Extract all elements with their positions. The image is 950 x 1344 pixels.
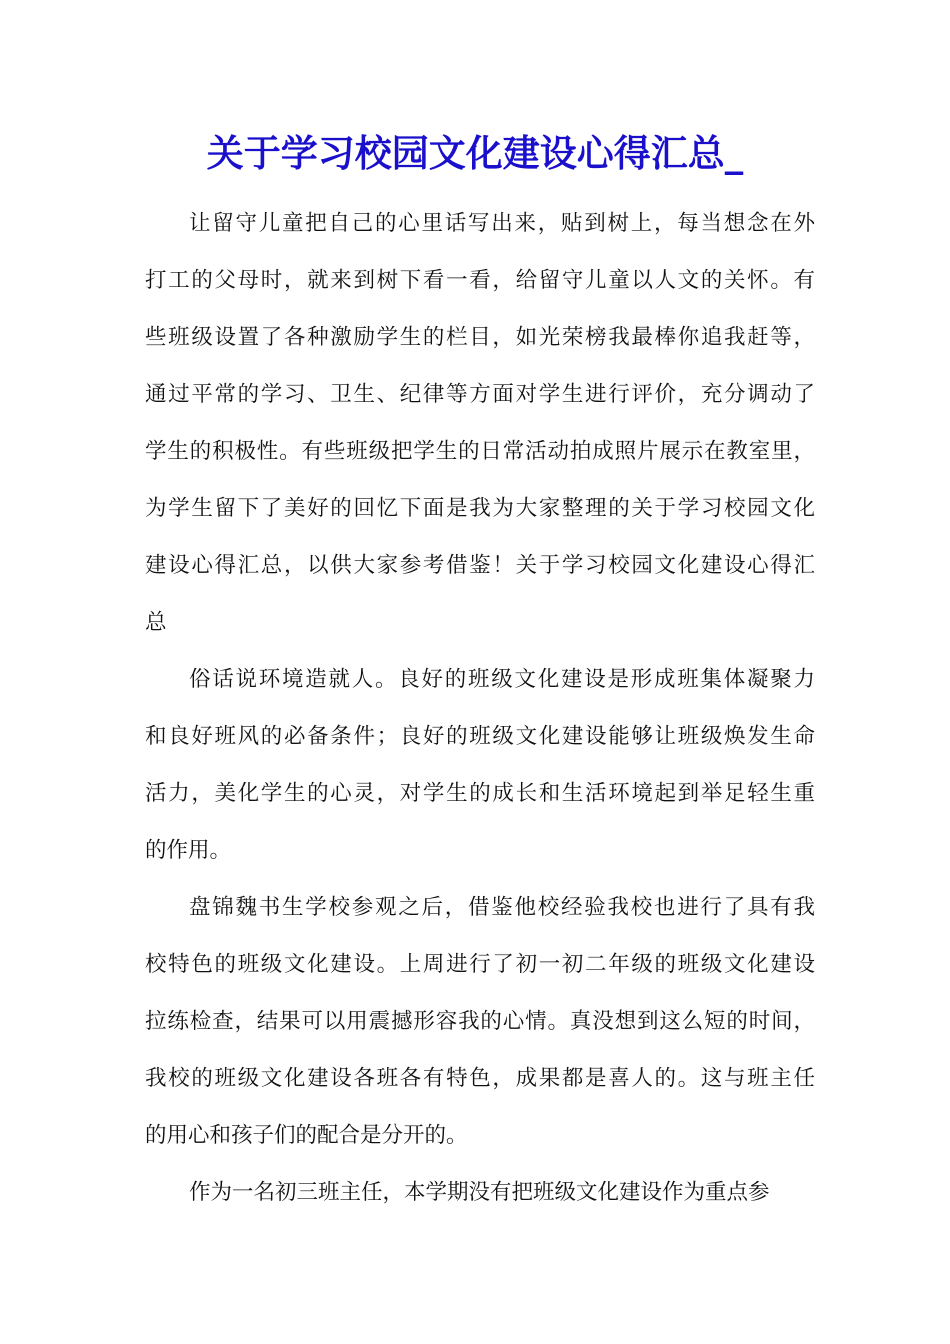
document-title: 关于学习校园文化建设心得汇总_ — [206, 131, 744, 175]
text-line: 盘锦魏书生学校参观之后，借鉴他校经验我校也进行了具有我 — [189, 895, 815, 920]
text-line: 俗话说环境造就人。良好的班级文化建设是形成班集体凝聚力 — [189, 667, 815, 692]
text-line: 学生的积极性。有些班级把学生的日常活动拍成照片展示在教室里， — [145, 439, 815, 464]
text-line: 的用心和孩子们的配合是分开的。 — [145, 1123, 468, 1148]
text-line: 建设心得汇总，以供大家参考借鉴！关于学习校园文化建设心得汇 — [145, 553, 815, 578]
text-line: 的作用。 — [145, 838, 232, 863]
text-line: 为学生留下了美好的回忆下面是我为大家整理的关于学习校园文化 — [145, 496, 815, 521]
text-line: 作为一名初三班主任，本学期没有把班级文化建设作为重点参 — [189, 1180, 770, 1205]
text-line: 让留守儿童把自己的心里话写出来，贴到树上，每当想念在外 — [189, 211, 815, 236]
text-line: 校特色的班级文化建设。上周进行了初一初二年级的班级文化建设 — [145, 952, 815, 977]
text-line: 和良好班风的必备条件；良好的班级文化建设能够让班级焕发生命 — [145, 724, 815, 749]
text-line: 些班级设置了各种激励学生的栏目，如光荣榜我最棒你追我赶等， — [145, 325, 815, 350]
paragraph — [145, 885, 815, 1170]
text-line: 打工的父母时，就来到树下看一看，给留守儿童以人文的关怀。有 — [145, 268, 815, 293]
text-line: 我校的班级文化建设各班各有特色，成果都是喜人的。这与班主任 — [145, 1066, 815, 1091]
paragraph — [145, 1170, 815, 1227]
text-line: 总 — [145, 610, 167, 635]
text-line: 活力，美化学生的心灵，对学生的成长和生活环境起到举足轻生重 — [145, 781, 815, 806]
document-body — [145, 201, 815, 1227]
paragraph — [145, 201, 815, 657]
paragraph — [145, 657, 815, 885]
text-line: 拉练检查，结果可以用震撼形容我的心情。真没想到这么短的时间， — [145, 1009, 815, 1034]
text-line: 通过平常的学习、卫生、纪律等方面对学生进行评价，充分调动了 — [145, 382, 815, 407]
